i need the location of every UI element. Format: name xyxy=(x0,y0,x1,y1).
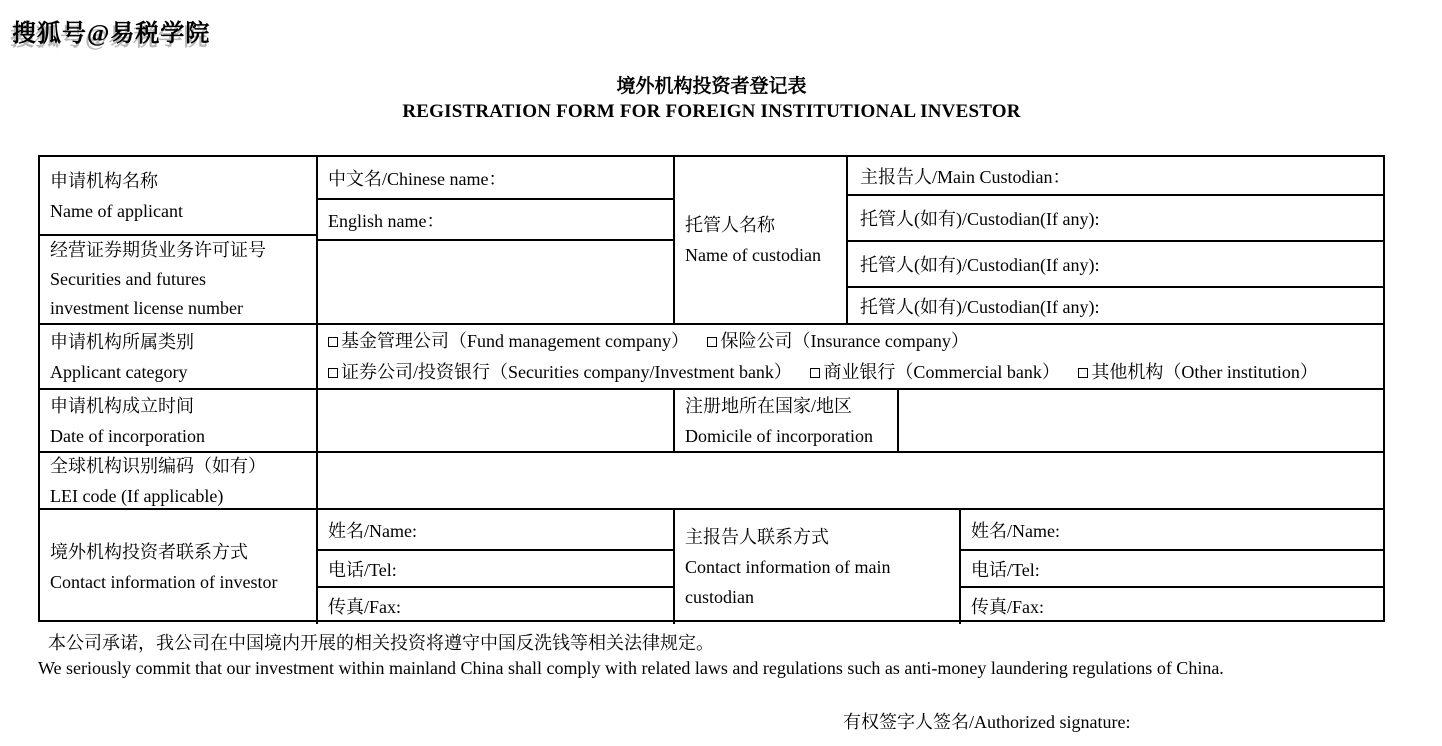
license-label-en1: Securities and futures xyxy=(50,269,206,289)
domicile-label-zh: 注册地所在国家/地区 xyxy=(685,395,853,416)
category-label-zh: 申请机构所属类别 xyxy=(50,331,194,352)
custodian-if-any-label-2: 托管人(如有)/Custodian(If any): xyxy=(860,255,1100,275)
checkbox-icon[interactable] xyxy=(810,368,820,378)
custodian-if-any-field-2[interactable] xyxy=(848,242,1383,288)
investor-fax-field[interactable] xyxy=(318,588,673,624)
section-incorporation xyxy=(40,390,1383,453)
main-contact-zh: 主报告人联系方式 xyxy=(685,527,829,547)
checkbox-icon[interactable] xyxy=(328,337,338,347)
commitment-text-chinese: 本公司承诺，我公司在中国境内开展的相关投资将遵守中国反洗钱等相关法律规定。 xyxy=(48,633,714,653)
option-label: 商业银行（Commercial bank） xyxy=(823,361,1060,382)
license-label-zh: 经营证券期货业务许可证号 xyxy=(50,240,266,260)
custodian-tel-field[interactable] xyxy=(961,551,1383,588)
name-field-label: 姓名/Name: xyxy=(971,520,1060,541)
option-label: 保险公司（Insurance company） xyxy=(720,330,969,351)
investor-tel-field[interactable] xyxy=(318,551,673,588)
applicant-name-en: Name of applicant xyxy=(50,200,183,221)
custodian-fax-field[interactable] xyxy=(961,588,1383,624)
custodian-contact-fields xyxy=(961,510,1383,624)
domicile-label-cell xyxy=(675,390,899,451)
incorporation-label-zh: 申请机构成立时间 xyxy=(50,395,194,416)
fax-field-label: 传真/Fax: xyxy=(971,597,1045,617)
domicile-label-en: Domicile of incorporation xyxy=(685,425,873,446)
incorporation-date-field[interactable] xyxy=(318,390,675,451)
checkbox-icon[interactable] xyxy=(1078,368,1088,378)
category-label-cell xyxy=(40,325,318,388)
option-label: 基金管理公司（Fund management company） xyxy=(341,330,689,351)
category-options-cell xyxy=(318,325,1383,388)
authorized-signature-label: 有权签字人签名/Authorized signature: xyxy=(843,712,1131,732)
section-lei xyxy=(40,453,1383,510)
custodian-if-any-field-1[interactable] xyxy=(848,196,1383,242)
chinese-name-label: 中文名/Chinese name： xyxy=(328,168,507,189)
section-applicant-custodian xyxy=(40,157,1383,325)
main-custodian-field[interactable] xyxy=(848,157,1383,196)
category-option-commercial-bank xyxy=(810,362,1059,382)
applicant-name-label-cell xyxy=(40,157,316,236)
col-left-labels xyxy=(40,157,318,323)
lei-label-en: LEI code (If applicable) xyxy=(50,485,224,506)
investor-contact-en: Contact information of investor xyxy=(50,572,278,592)
main-contact-en1: Contact information of main xyxy=(685,557,891,577)
custodian-name-zh: 托管人名称 xyxy=(685,215,775,235)
license-label-en2: investment license number xyxy=(50,298,243,318)
checkbox-icon[interactable] xyxy=(328,368,338,378)
tel-field-label: 电话/Tel: xyxy=(328,559,397,580)
investor-contact-fields xyxy=(318,510,675,624)
applicant-name-zh: 申请机构名称 xyxy=(50,170,158,191)
section-applicant-category xyxy=(40,325,1383,390)
custodian-name-en: Name of custodian xyxy=(685,245,821,265)
license-label-cell xyxy=(40,236,316,323)
commitment-text-english: We seriously commit that our investment within mainland China shall comply with related laws and regulations such as anti-money laundering regulations of China. xyxy=(38,658,1224,678)
checkbox-icon[interactable] xyxy=(707,337,717,347)
lei-label-zh: 全球机构识别编码（如有） xyxy=(50,455,266,476)
category-option-insurance xyxy=(707,331,968,351)
investor-contact-label-cell xyxy=(40,510,318,624)
col-custodian-values xyxy=(848,157,1383,323)
english-name-field[interactable] xyxy=(318,200,673,241)
category-option-other-institution xyxy=(1078,362,1318,382)
col-applicant-values xyxy=(318,157,675,323)
registration-form-table xyxy=(38,155,1385,622)
name-field-label: 姓名/Name: xyxy=(328,520,417,541)
custodian-if-any-field-3[interactable] xyxy=(848,288,1383,323)
section-contacts xyxy=(40,510,1383,624)
form-title-chinese: 境外机构投资者登记表 xyxy=(616,76,807,97)
lei-label-cell xyxy=(40,453,318,508)
sohu-watermark: 搜狐号@易税学院 xyxy=(12,21,211,47)
category-options-line2 xyxy=(328,357,1383,388)
form-title-english: REGISTRATION FORM FOR FOREIGN INSTITUTIONAL INVESTOR xyxy=(402,101,1021,122)
license-number-field[interactable] xyxy=(318,241,673,323)
option-label: 证券公司/投资银行（Securities company/Investment bank） xyxy=(341,361,792,382)
fax-field-label: 传真/Fax: xyxy=(328,597,402,617)
main-custodian-contact-label-cell xyxy=(675,510,961,624)
incorporation-label-en: Date of incorporation xyxy=(50,425,205,446)
main-custodian-label: 主报告人/Main Custodian： xyxy=(860,166,1071,187)
category-label-en: Applicant category xyxy=(50,361,188,382)
domicile-field[interactable] xyxy=(899,390,1383,451)
investor-contact-zh: 境外机构投资者联系方式 xyxy=(50,542,248,562)
custodian-if-any-label-1: 托管人(如有)/Custodian(If any): xyxy=(860,209,1100,229)
tel-field-label: 电话/Tel: xyxy=(971,559,1040,580)
category-option-securities-investment-bank xyxy=(328,362,792,382)
main-contact-en2: custodian xyxy=(685,587,754,607)
custodian-if-any-label-3: 托管人(如有)/Custodian(If any): xyxy=(860,296,1100,317)
custodian-name-field[interactable] xyxy=(961,510,1383,551)
chinese-name-field[interactable] xyxy=(318,157,673,200)
investor-name-field[interactable] xyxy=(318,510,673,551)
option-label: 其他机构（Other institution） xyxy=(1091,361,1318,382)
incorporation-label-cell xyxy=(40,390,318,451)
category-options-line1 xyxy=(328,326,1383,357)
custodian-name-label-cell xyxy=(675,157,848,323)
category-option-fund-management xyxy=(328,331,689,351)
lei-code-field[interactable] xyxy=(318,453,1383,508)
english-name-label: English name： xyxy=(328,210,445,231)
